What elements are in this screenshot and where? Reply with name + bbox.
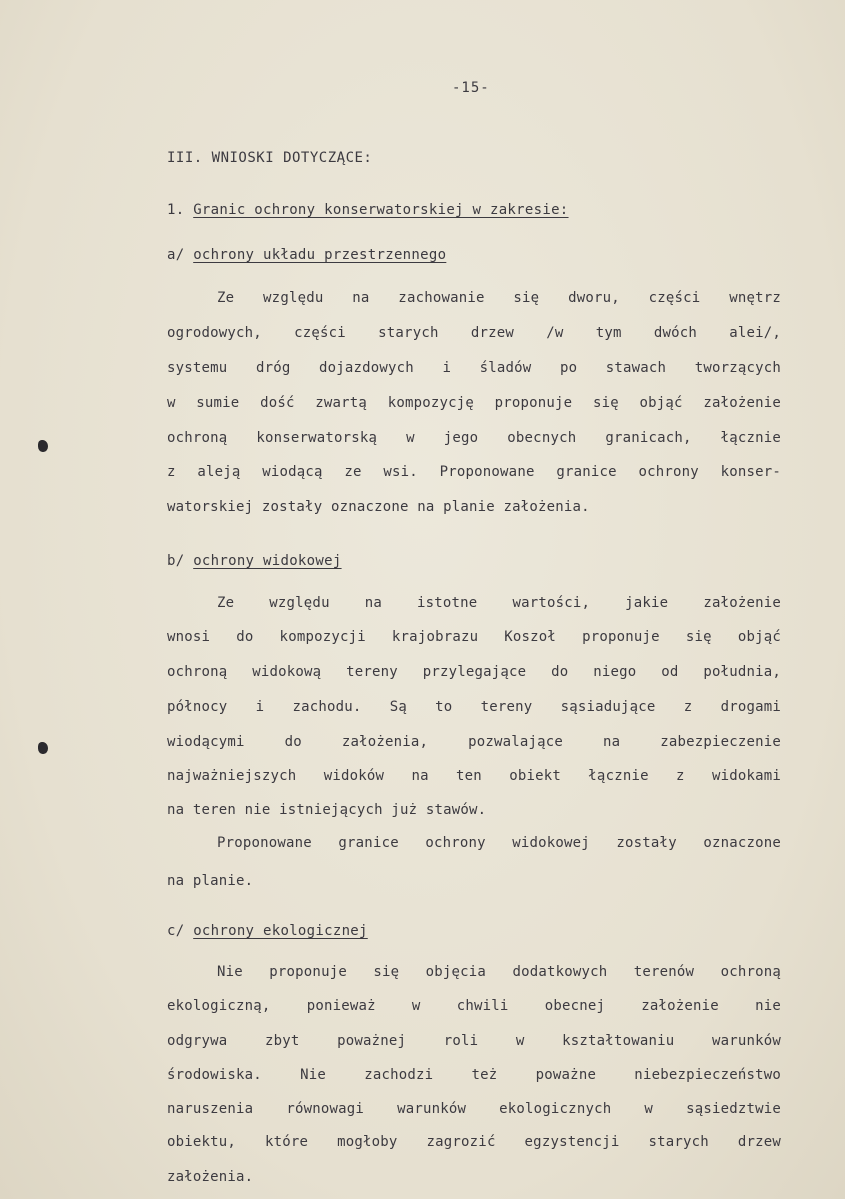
page-number: -15- <box>452 80 490 96</box>
point-1-prefix: 1. <box>167 202 194 218</box>
binding-hole-mark <box>38 742 48 754</box>
binding-hole-mark <box>38 440 48 452</box>
paragraph-a-line: Ze względu na zachowanie się dworu, części wnętrz <box>217 290 781 306</box>
paragraph-a-line: ogrodowych, części starych drzew /w tym dwóch alei/, <box>167 325 781 341</box>
paragraph-b-line: na teren nie istniejących już stawów. <box>167 802 487 818</box>
paragraph-b2-line: Proponowane granice ochrony widokowej zostały oznaczone <box>217 835 781 851</box>
paragraph-b-line: północy i zachodu. Są to tereny sąsiadujące z drogami <box>167 699 781 715</box>
subsection-a-prefix: a/ <box>167 247 194 263</box>
subsection-c-title: ochrony ekologicznej <box>193 923 368 939</box>
paragraph-c-line: założenia. <box>167 1169 254 1185</box>
paragraph-c-line: odgrywa zbyt poważnej roli w kształtowaniu warunków <box>167 1033 781 1049</box>
paragraph-b-line: wiodącymi do założenia, pozwalające na zabezpieczenie <box>167 734 781 750</box>
paragraph-a-line: systemu dróg dojazdowych i śladów po stawach tworzących <box>167 360 781 376</box>
paragraph-c-line: obiektu, które mogłoby zagrozić egzystencji starych drzew <box>167 1134 781 1150</box>
section-title: III. WNIOSKI DOTYCZĄCE: <box>167 150 373 166</box>
paragraph-b2-line: na planie. <box>167 873 254 889</box>
subsection-a-heading <box>167 247 446 263</box>
subsection-b-heading <box>167 553 342 569</box>
subsection-c-prefix: c/ <box>167 923 194 939</box>
paragraph-b-line: ochroną widokową tereny przylegające do niego od południa, <box>167 664 781 680</box>
point-1-heading <box>167 202 569 218</box>
subsection-b-prefix: b/ <box>167 553 194 569</box>
paragraph-c-line: naruszenia równowagi warunków ekologicznych w sąsiedztwie <box>167 1101 781 1117</box>
paragraph-c-line: ekologiczną, ponieważ w chwili obecnej założenie nie <box>167 998 781 1014</box>
subsection-b-title: ochrony widokowej <box>193 553 342 569</box>
subsection-a-title: ochrony układu przestrzennego <box>193 247 447 263</box>
point-1-text: Granic ochrony konserwatorskiej w zakresie: <box>193 202 569 218</box>
paragraph-c-line: środowiska. Nie zachodzi też poważne niebezpieczeństwo <box>167 1067 781 1083</box>
paragraph-b-line: najważniejszych widoków na ten obiekt łącznie z widokami <box>167 768 781 784</box>
paragraph-c-line: Nie proponuje się objęcia dodatkowych terenów ochroną <box>217 964 781 980</box>
subsection-c-heading <box>167 923 368 939</box>
paragraph-a-line: w sumie dość zwartą kompozycję proponuje się objąć założenie <box>167 395 781 411</box>
paragraph-a-line: z aleją wiodącą ze wsi. Proponowane granice ochrony konser- <box>167 464 781 480</box>
paragraph-a-line: watorskiej zostały oznaczone na planie założenia. <box>167 499 590 515</box>
paragraph-a-line: ochroną konserwatorską w jego obecnych granicach, łącznie <box>167 430 781 446</box>
paragraph-b-line: wnosi do kompozycji krajobrazu Koszoł proponuje się objąć <box>167 629 781 645</box>
paragraph-b-line: Ze względu na istotne wartości, jakie założenie <box>217 595 781 611</box>
